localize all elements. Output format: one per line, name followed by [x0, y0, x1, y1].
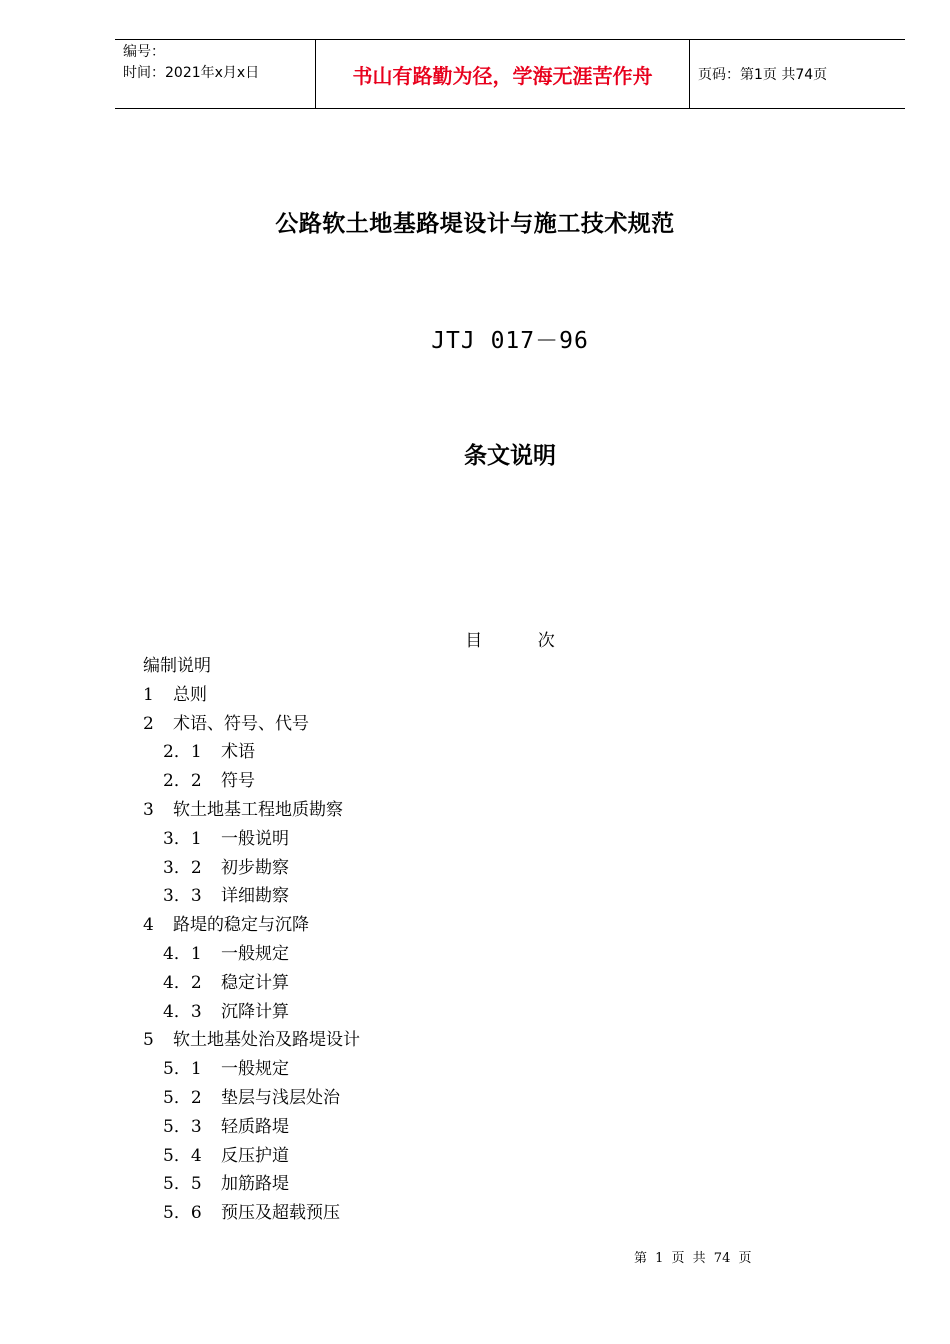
- toc-entry-text: 一般规定: [221, 1059, 289, 1080]
- page-footer: 第 1 页 共 74 页: [634, 1251, 752, 1266]
- toc-entry-text: 编制说明: [143, 656, 211, 676]
- toc-entry: [143, 798, 360, 827]
- toc-entry: [143, 884, 360, 913]
- toc-entry-number: 3．2: [163, 857, 202, 878]
- toc-entry-text: 轻质路堤: [221, 1116, 289, 1137]
- toc-entry: [143, 942, 360, 971]
- toc-entry-number: 2: [143, 713, 154, 734]
- document-subtitle: 条文说明: [464, 443, 556, 469]
- toc-entry: [143, 712, 360, 741]
- toc-entry-number: 5．4: [163, 1145, 202, 1166]
- toc-entry-text: 初步勘察: [221, 857, 289, 878]
- toc-entry-number: 3．1: [163, 828, 202, 849]
- toc-entry: [143, 654, 360, 683]
- toc-entry-number: 5．2: [163, 1087, 202, 1108]
- toc-entry-number: 4．2: [163, 972, 202, 993]
- toc-entry-number: 4．3: [163, 1001, 202, 1022]
- toc-entry-number: 5: [143, 1030, 154, 1051]
- toc-heading: 目 次: [465, 631, 555, 651]
- toc-entry-number: 5．3: [163, 1116, 202, 1137]
- toc-entry-number: 2．1: [163, 742, 202, 763]
- toc-entry-text: 符号: [221, 771, 255, 792]
- toc-entry-number: 4: [143, 915, 154, 936]
- table-of-contents: [143, 654, 360, 1230]
- toc-entry-text: 术语、符号、代号: [173, 713, 309, 734]
- toc-entry: [143, 683, 360, 712]
- document-title: 公路软土地基路堤设计与施工技术规范: [275, 211, 675, 237]
- page-header: [115, 39, 905, 109]
- toc-entry-number: 4．1: [163, 943, 202, 964]
- toc-entry-number: 2．2: [163, 771, 202, 792]
- toc-entry: [143, 827, 360, 856]
- toc-entry-text: 术语: [221, 742, 255, 763]
- toc-entry-text: 反压护道: [221, 1145, 289, 1166]
- toc-entry: [143, 1000, 360, 1029]
- toc-entry-number: 1: [143, 684, 154, 705]
- toc-entry: [143, 769, 360, 798]
- toc-entry: [143, 740, 360, 769]
- toc-entry-number: 5．5: [163, 1174, 202, 1195]
- toc-entry-text: 软土地基工程地质勘察: [173, 799, 343, 820]
- toc-entry-text: 总则: [173, 684, 207, 705]
- toc-entry: [143, 1086, 360, 1115]
- toc-entry-text: 软土地基处治及路堤设计: [173, 1030, 360, 1051]
- toc-entry-text: 路堤的稳定与沉降: [173, 915, 309, 936]
- toc-entry: [143, 1144, 360, 1173]
- toc-entry: [143, 1028, 360, 1057]
- toc-entry-number: 3: [143, 799, 154, 820]
- toc-entry-text: 一般规定: [221, 943, 289, 964]
- toc-entry: [143, 1172, 360, 1201]
- toc-entry: [143, 1057, 360, 1086]
- toc-entry-text: 加筋路堤: [221, 1174, 289, 1195]
- toc-entry-text: 稳定计算: [221, 972, 289, 993]
- time-label: 时间：2021年x月x日: [123, 65, 260, 81]
- toc-entry-text: 预压及超载预压: [221, 1203, 340, 1224]
- header-motto: 书山有路勤为径，学海无涯苦作舟: [316, 40, 690, 108]
- toc-entry: [143, 913, 360, 942]
- toc-entry-text: 垫层与浅层处治: [221, 1087, 340, 1108]
- toc-entry: [143, 971, 360, 1000]
- toc-entry-number: 5．6: [163, 1203, 202, 1224]
- serial-label: 编号：: [123, 44, 165, 60]
- toc-entry-text: 详细勘察: [221, 886, 289, 907]
- toc-entry: [143, 1201, 360, 1230]
- document-code: JTJ 017－96: [431, 328, 589, 354]
- toc-entry-number: 3．3: [163, 886, 202, 907]
- toc-entry-text: 一般说明: [221, 828, 289, 849]
- header-page-info: 页码：第1页 共74页: [698, 67, 828, 83]
- toc-entry: [143, 1115, 360, 1144]
- header-meta: [115, 40, 316, 108]
- toc-entry: [143, 856, 360, 885]
- toc-entry-number: 5．1: [163, 1059, 202, 1080]
- toc-entry-text: 沉降计算: [221, 1001, 289, 1022]
